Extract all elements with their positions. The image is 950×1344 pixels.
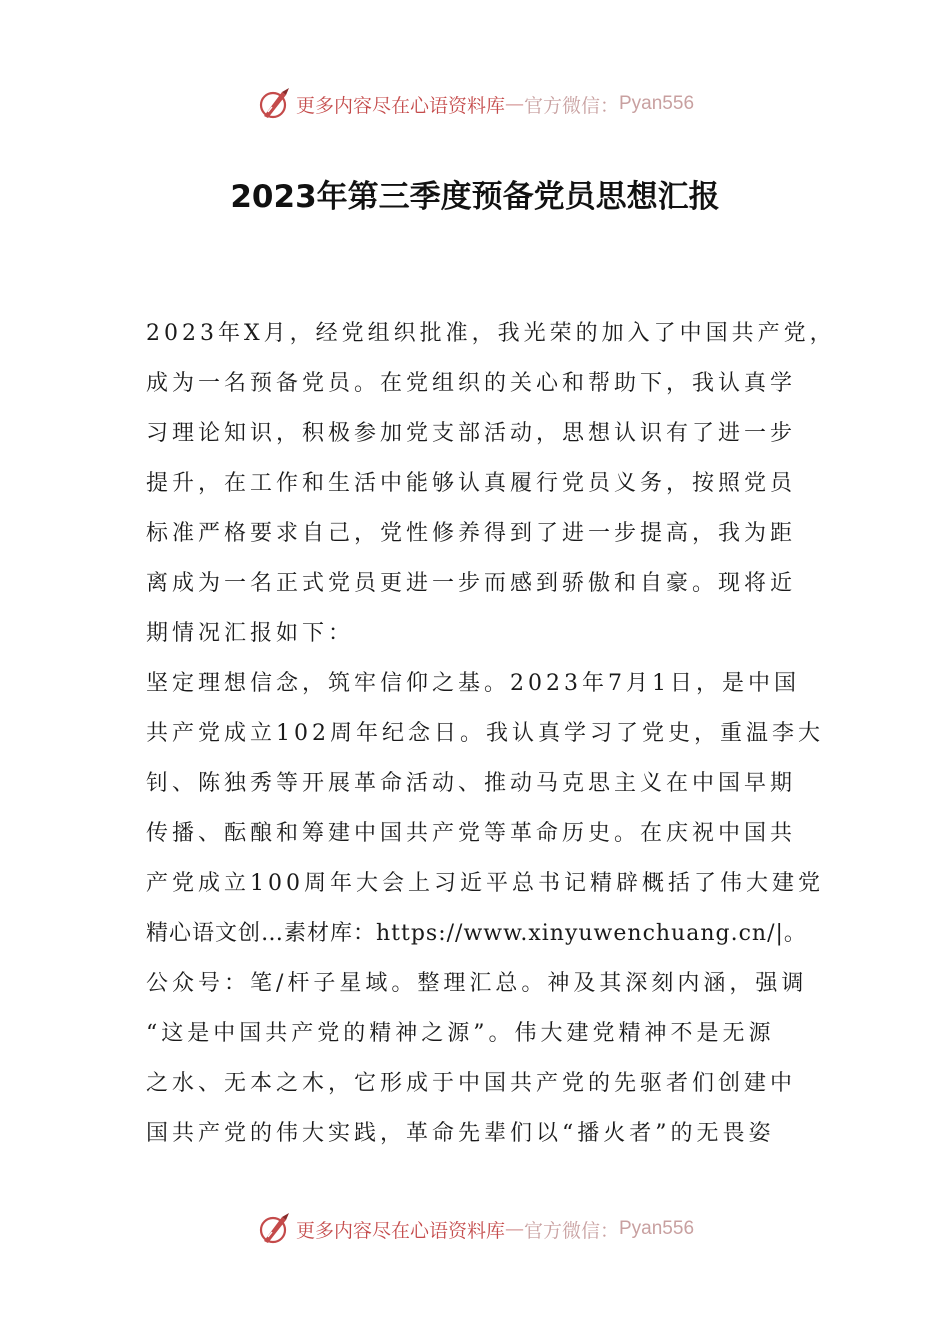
- body-line: 期情况汇报如下：: [146, 621, 355, 646]
- body-line: 习理论知识，积极参加党支部活动，思想认识有了进一步: [146, 421, 797, 446]
- banner-text: 更多内容尽在心语资料库: [295, 1219, 505, 1242]
- banner-dash: —: [504, 93, 524, 115]
- banner-wechat-id: Pyan556: [619, 1218, 695, 1239]
- quill-pen-logo-icon: [256, 86, 292, 122]
- body-line: 传播、酝酿和筹建中国共产党等革命历史。在庆祝中国共: [146, 821, 797, 846]
- body-line: 坚定理想信念，筑牢信仰之基。2023年7月1日，是中国: [146, 671, 800, 696]
- body-line: 2023年X月，经党组织批准，我光荣的加入了中国共产党，: [146, 321, 836, 346]
- body-line: 公众号：笔/杆子星域。整理汇总。神及其深刻内涵，强调: [146, 971, 808, 996]
- banner-text: 更多内容尽在心语资料库: [295, 94, 505, 117]
- footer-banner: [0, 1209, 950, 1249]
- body-line: 成为一名预备党员。在党组织的关心和帮助下，我认真学: [146, 371, 797, 396]
- body-line: 精心语文创…素材库：https://www.xinyuwenchuang.cn/|。: [146, 921, 807, 946]
- document-title: 2023年第三季度预备党员思想汇报: [230, 179, 720, 215]
- quill-pen-logo-icon: [256, 1211, 292, 1247]
- body-line: 标准严格要求自己，党性修养得到了进一步提高，我为距: [146, 521, 797, 546]
- body-line: 提升，在工作和生活中能够认真履行党员义务，按照党员: [146, 471, 797, 496]
- document-body: [146, 309, 836, 1159]
- banner-wechat-label: 官方微信：: [523, 1219, 619, 1242]
- body-line: 之水、无本之木，它形成于中国共产党的先驱者们创建中: [146, 1071, 797, 1096]
- body-line: 共产党成立102周年纪念日。我认真学习了党史，重温李大: [146, 721, 824, 746]
- banner-dash: —: [504, 1218, 524, 1240]
- body-line: 产党成立100周年大会上习近平总书记精辟概括了伟大建党: [146, 871, 824, 896]
- body-line: “这是中国共产党的精神之源”。伟大建党精神不是无源: [146, 1021, 775, 1046]
- body-line: 国共产党的伟大实践，革命先辈们以“播火者”的无畏姿: [146, 1121, 775, 1146]
- header-banner: [0, 84, 950, 124]
- banner-wechat-id: Pyan556: [619, 93, 695, 114]
- banner-wechat-label: 官方微信：: [523, 94, 619, 117]
- body-line: 钊、陈独秀等开展革命活动、推动马克思主义在中国早期: [146, 771, 797, 796]
- body-line: 离成为一名正式党员更进一步而感到骄傲和自豪。现将近: [146, 571, 797, 596]
